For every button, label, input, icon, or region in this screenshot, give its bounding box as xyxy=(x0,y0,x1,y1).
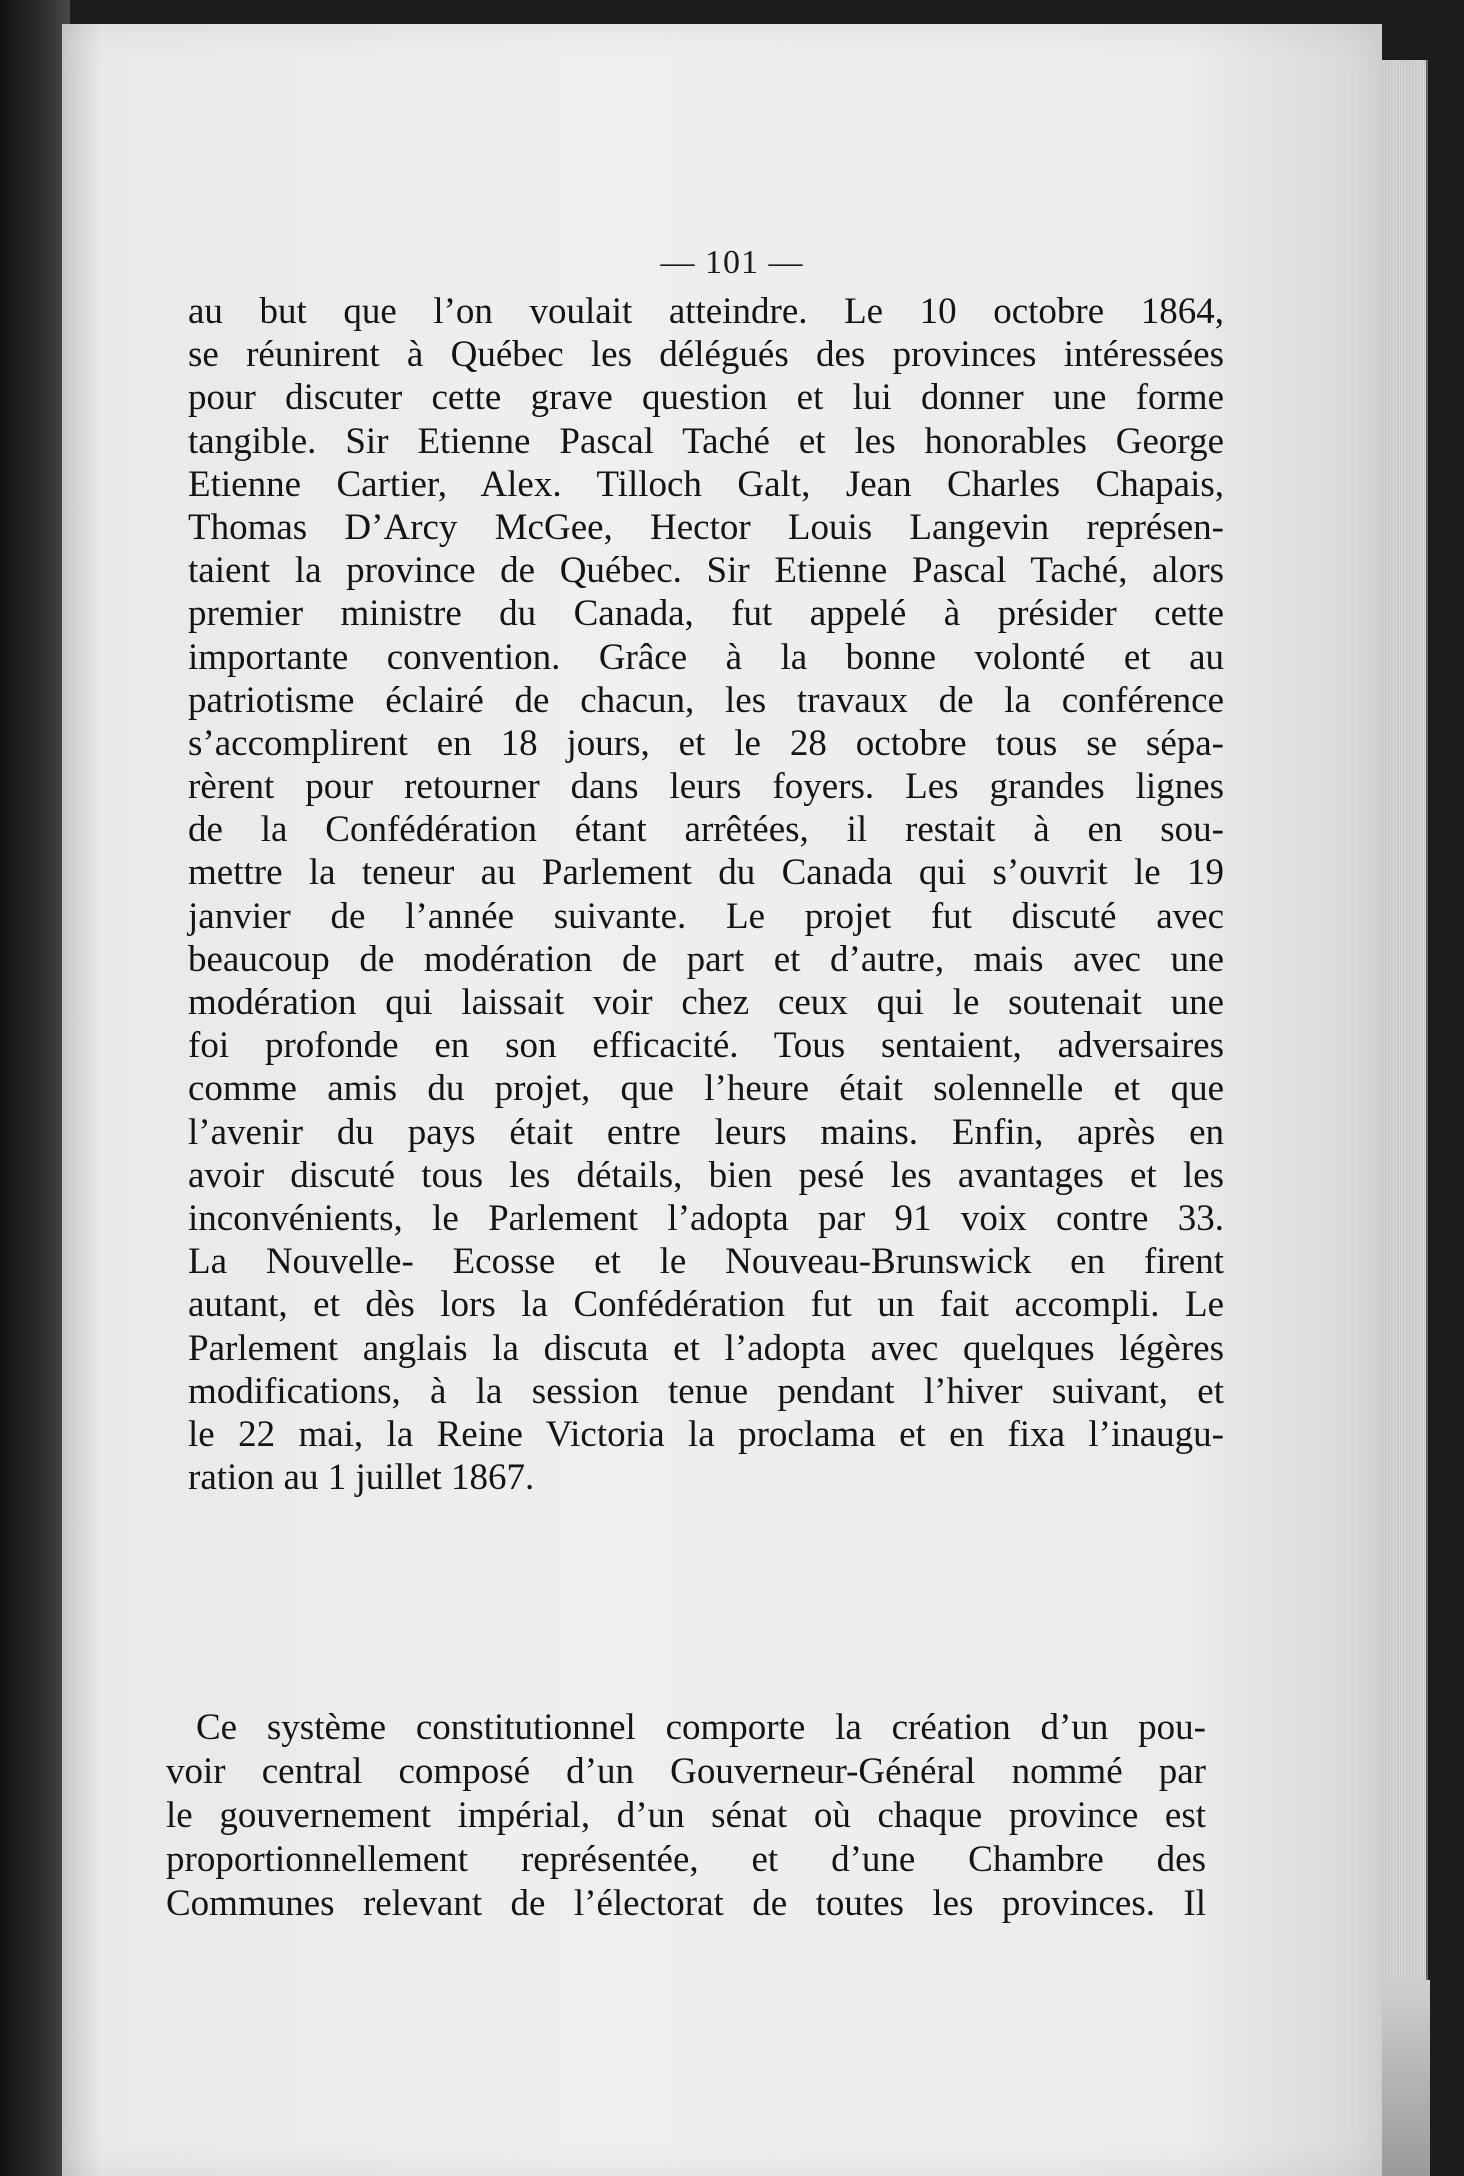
text-line: modération qui laissait voir chez ceux qui le soutenait une xyxy=(188,982,1224,1023)
text-line: pour discuter cette grave question et lui donner une forme xyxy=(188,377,1224,419)
text-line: janvier de l’année suivante. Le projet fut discuté avec xyxy=(188,895,1224,937)
text-line: l’avenir du pays était entre leurs mains. Enfin, après en xyxy=(188,1111,1224,1153)
text-line: premier ministre du Canada, fut appelé à présider cette xyxy=(188,593,1224,635)
text-line: inconvénients, le Parlement l’adopta par 91 voix contre 33. xyxy=(188,1197,1224,1239)
text-line: Thomas D’Arcy McGee, Hector Louis Langevin représen- xyxy=(188,506,1224,548)
text-line: Parlement anglais la discuta et l’adopta avec quelques légères xyxy=(188,1327,1224,1369)
text-line: importante convention. Grâce à la bonne volonté et au xyxy=(188,636,1224,678)
text-line: le gouvernement impérial, d’un sénat où chaque province est xyxy=(166,1795,1206,1836)
text-line: taient la province de Québec. Sir Etienne Pascal Taché, alors xyxy=(188,550,1224,592)
text-line: avoir discuté tous les détails, bien pesé les avantages et les xyxy=(188,1154,1224,1196)
text-line: de la Confédération étant arrêtées, il restait à en sou- xyxy=(188,809,1224,851)
text-line: ration au 1 juillet 1867. xyxy=(188,1457,535,1499)
text-line: Etienne Cartier, Alex. Tilloch Galt, Jean Charles Chapais, xyxy=(188,463,1224,505)
text-line: Communes relevant de l’électorat de toutes les provinces. Il xyxy=(166,1883,1206,1924)
text-line: rèrent pour retourner dans leurs foyers. Les grandes lignes xyxy=(188,766,1224,808)
text-line: La Nouvelle- Ecosse et le Nouveau-Brunswick en firent xyxy=(188,1241,1224,1283)
text-line: le 22 mai, la Reine Victoria la proclama et en fixa l’inaugu- xyxy=(188,1413,1224,1455)
book-binding-edge xyxy=(0,0,70,2176)
page-number: — 101 — xyxy=(660,244,804,281)
text-line: se réunirent à Québec les délégués des provinces intéressées xyxy=(188,334,1224,376)
paragraph-2 xyxy=(166,1706,1206,1926)
text-line: mettre la teneur au Parlement du Canada qui s’ouvrit le 19 xyxy=(188,852,1224,894)
text-line: voir central composé d’un Gouverneur-Général nommé par xyxy=(166,1751,1206,1792)
text-line: comme amis du projet, que l’heure était solennelle et que xyxy=(188,1068,1224,1110)
text-line: foi profonde en son efficacité. Tous sentaient, adversaires xyxy=(188,1025,1224,1067)
paragraph-1 xyxy=(188,290,1224,1499)
text-line: beaucoup de modération de part et d’autre, mais avec une xyxy=(188,938,1224,980)
text-line: autant, et dès lors la Confédération fut un fait accompli. Le xyxy=(188,1284,1224,1326)
text-line: au but que l’on voulait atteindre. Le 10 octobre 1864, xyxy=(188,291,1224,332)
text-line: Ce système constitutionnel comporte la création d’un pou- xyxy=(196,1707,1206,1748)
text-line: s’accomplirent en 18 jours, et le 28 octobre tous se sépa- xyxy=(188,722,1224,764)
text-line: modifications, à la session tenue pendant l’hiver suivant, et xyxy=(188,1370,1224,1412)
text-line: proportionnellement représentée, et d’une Chambre des xyxy=(166,1839,1206,1880)
text-line: patriotisme éclairé de chacun, les travaux de la conférence xyxy=(188,679,1224,721)
text-line: tangible. Sir Etienne Pascal Taché et les honorables George xyxy=(188,420,1224,462)
